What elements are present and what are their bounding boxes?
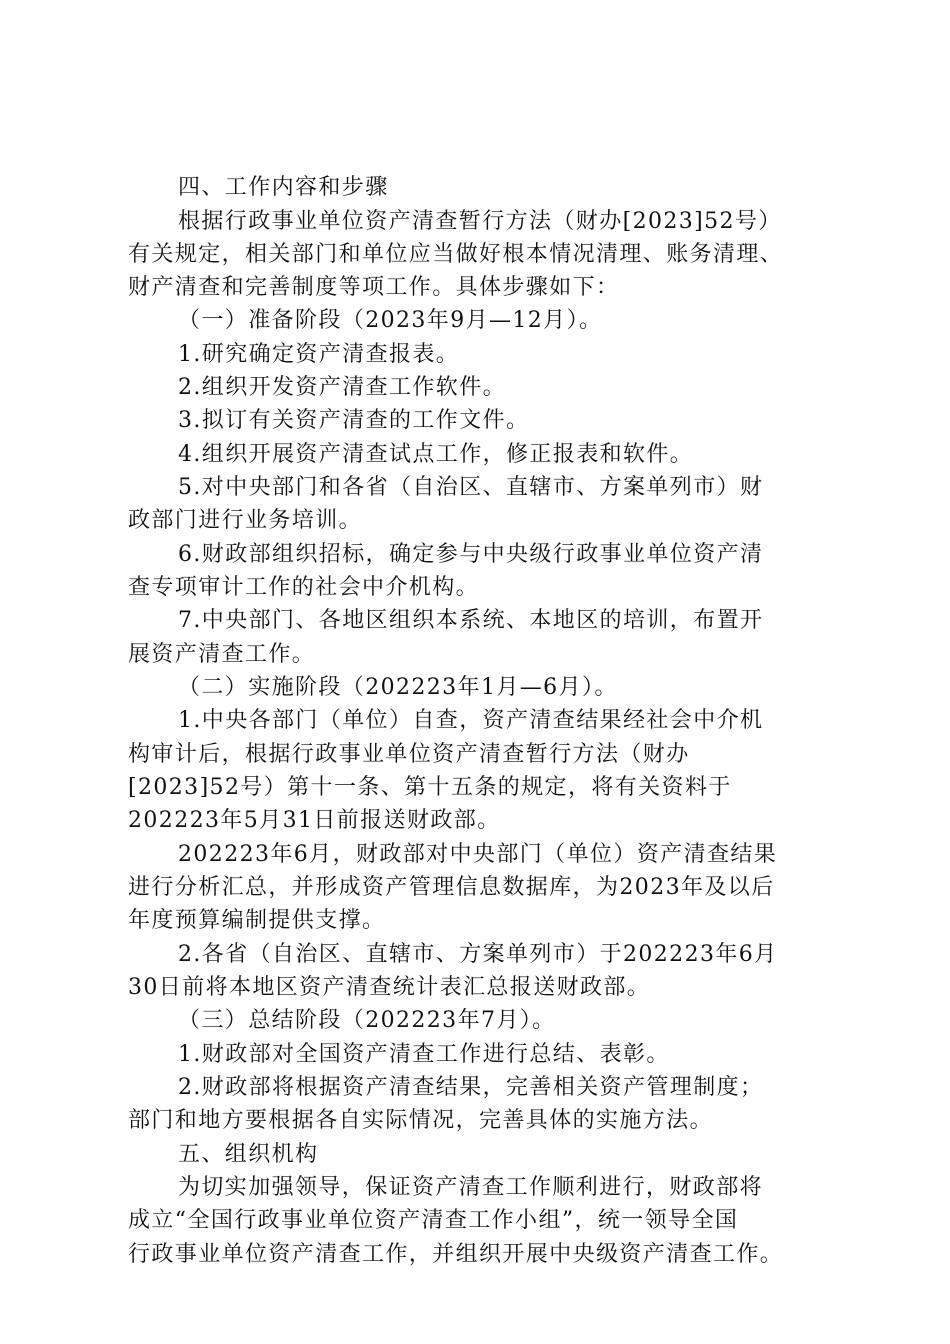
paragraph-line: 部门和地方要根据各自实际情况，完善具体的实施方法。 <box>128 1108 714 1133</box>
paragraph-line: 为切实加强领导，保证资产清查工作顺利进行，财政部将 <box>178 1175 764 1200</box>
paragraph-line: [2023]52号）第十一条、第十五条的规定，将有关资料于 <box>128 775 732 800</box>
paragraph-line: 202223年5月31日前报送财政部。 <box>128 808 501 833</box>
paragraph-line: 展资产清查工作。 <box>128 642 316 667</box>
list-item: 2.组织开发资产清查工作软件。 <box>178 375 506 400</box>
paragraph-line: 30日前将本地区资产清查统计表汇总报送财政部。 <box>128 975 651 1000</box>
paragraph-line: 进行分析汇总，并形成资产管理信息数据库，为2023年及以后 <box>128 875 775 900</box>
list-item: 7.中央部门、各地区组织本系统、本地区的培训，布置开 <box>178 608 764 633</box>
subsection-heading: （三）总结阶段（202223年7月）。 <box>178 1008 556 1033</box>
paragraph-line: 成立“全国行政事业单位资产清查工作小组”，统一领导全国 <box>128 1208 739 1233</box>
paragraph-line: 查专项审计工作的社会中介机构。 <box>128 575 480 600</box>
paragraph-line: 年度预算编制提供支撑。 <box>128 908 386 933</box>
list-item: 2.各省（自治区、直辖市、方案单列市）于202223年6月 <box>178 942 778 967</box>
paragraph-line: 财产清查和完善制度等项工作。具体步骤如下： <box>128 275 620 300</box>
subsection-heading: （一）准备阶段（2023年9月—12月）。 <box>178 308 603 333</box>
list-item: 1.研究确定资产清查报表。 <box>178 342 460 367</box>
section-heading: 四、工作内容和步骤 <box>178 175 389 200</box>
paragraph-line: 构审计后，根据行政事业单位资产清查暂行方法（财办 <box>128 742 690 767</box>
list-item: 5.对中央部门和各省（自治区、直辖市、方案单列市）财 <box>178 475 764 500</box>
list-item: 3.拟订有关资产清查的工作文件。 <box>178 408 530 433</box>
paragraph-line: 202223年6月，财政部对中央部门（单位）资产清查结果 <box>178 842 778 867</box>
paragraph-line: 政部门进行业务培训。 <box>128 508 363 533</box>
list-item: 1.中央各部门（单位）自查，资产清查结果经社会中介机 <box>178 708 764 733</box>
list-item: 4.组织开展资产清查试点工作，修正报表和软件。 <box>178 442 694 467</box>
list-item: 1.财政部对全国资产清查工作进行总结、表彰。 <box>178 1042 670 1067</box>
list-item: 2.财政部将根据资产清查结果，完善相关资产管理制度； <box>178 1075 764 1100</box>
paragraph-line: 行政事业单位资产清查工作，并组织开展中央级资产清查工作。 <box>128 1242 784 1267</box>
section-heading: 五、组织机构 <box>178 1142 319 1167</box>
subsection-heading: （二）实施阶段（202223年1月—6月）。 <box>178 675 618 700</box>
list-item: 6.财政部组织招标，确定参与中央级行政事业单位资产清 <box>178 542 764 567</box>
paragraph-line: 有关规定，相关部门和单位应当做好根本情况清理、账务清理、 <box>128 242 784 267</box>
paragraph-line: 根据行政事业单位资产清查暂行方法（财办[2023]52号） <box>178 209 782 234</box>
